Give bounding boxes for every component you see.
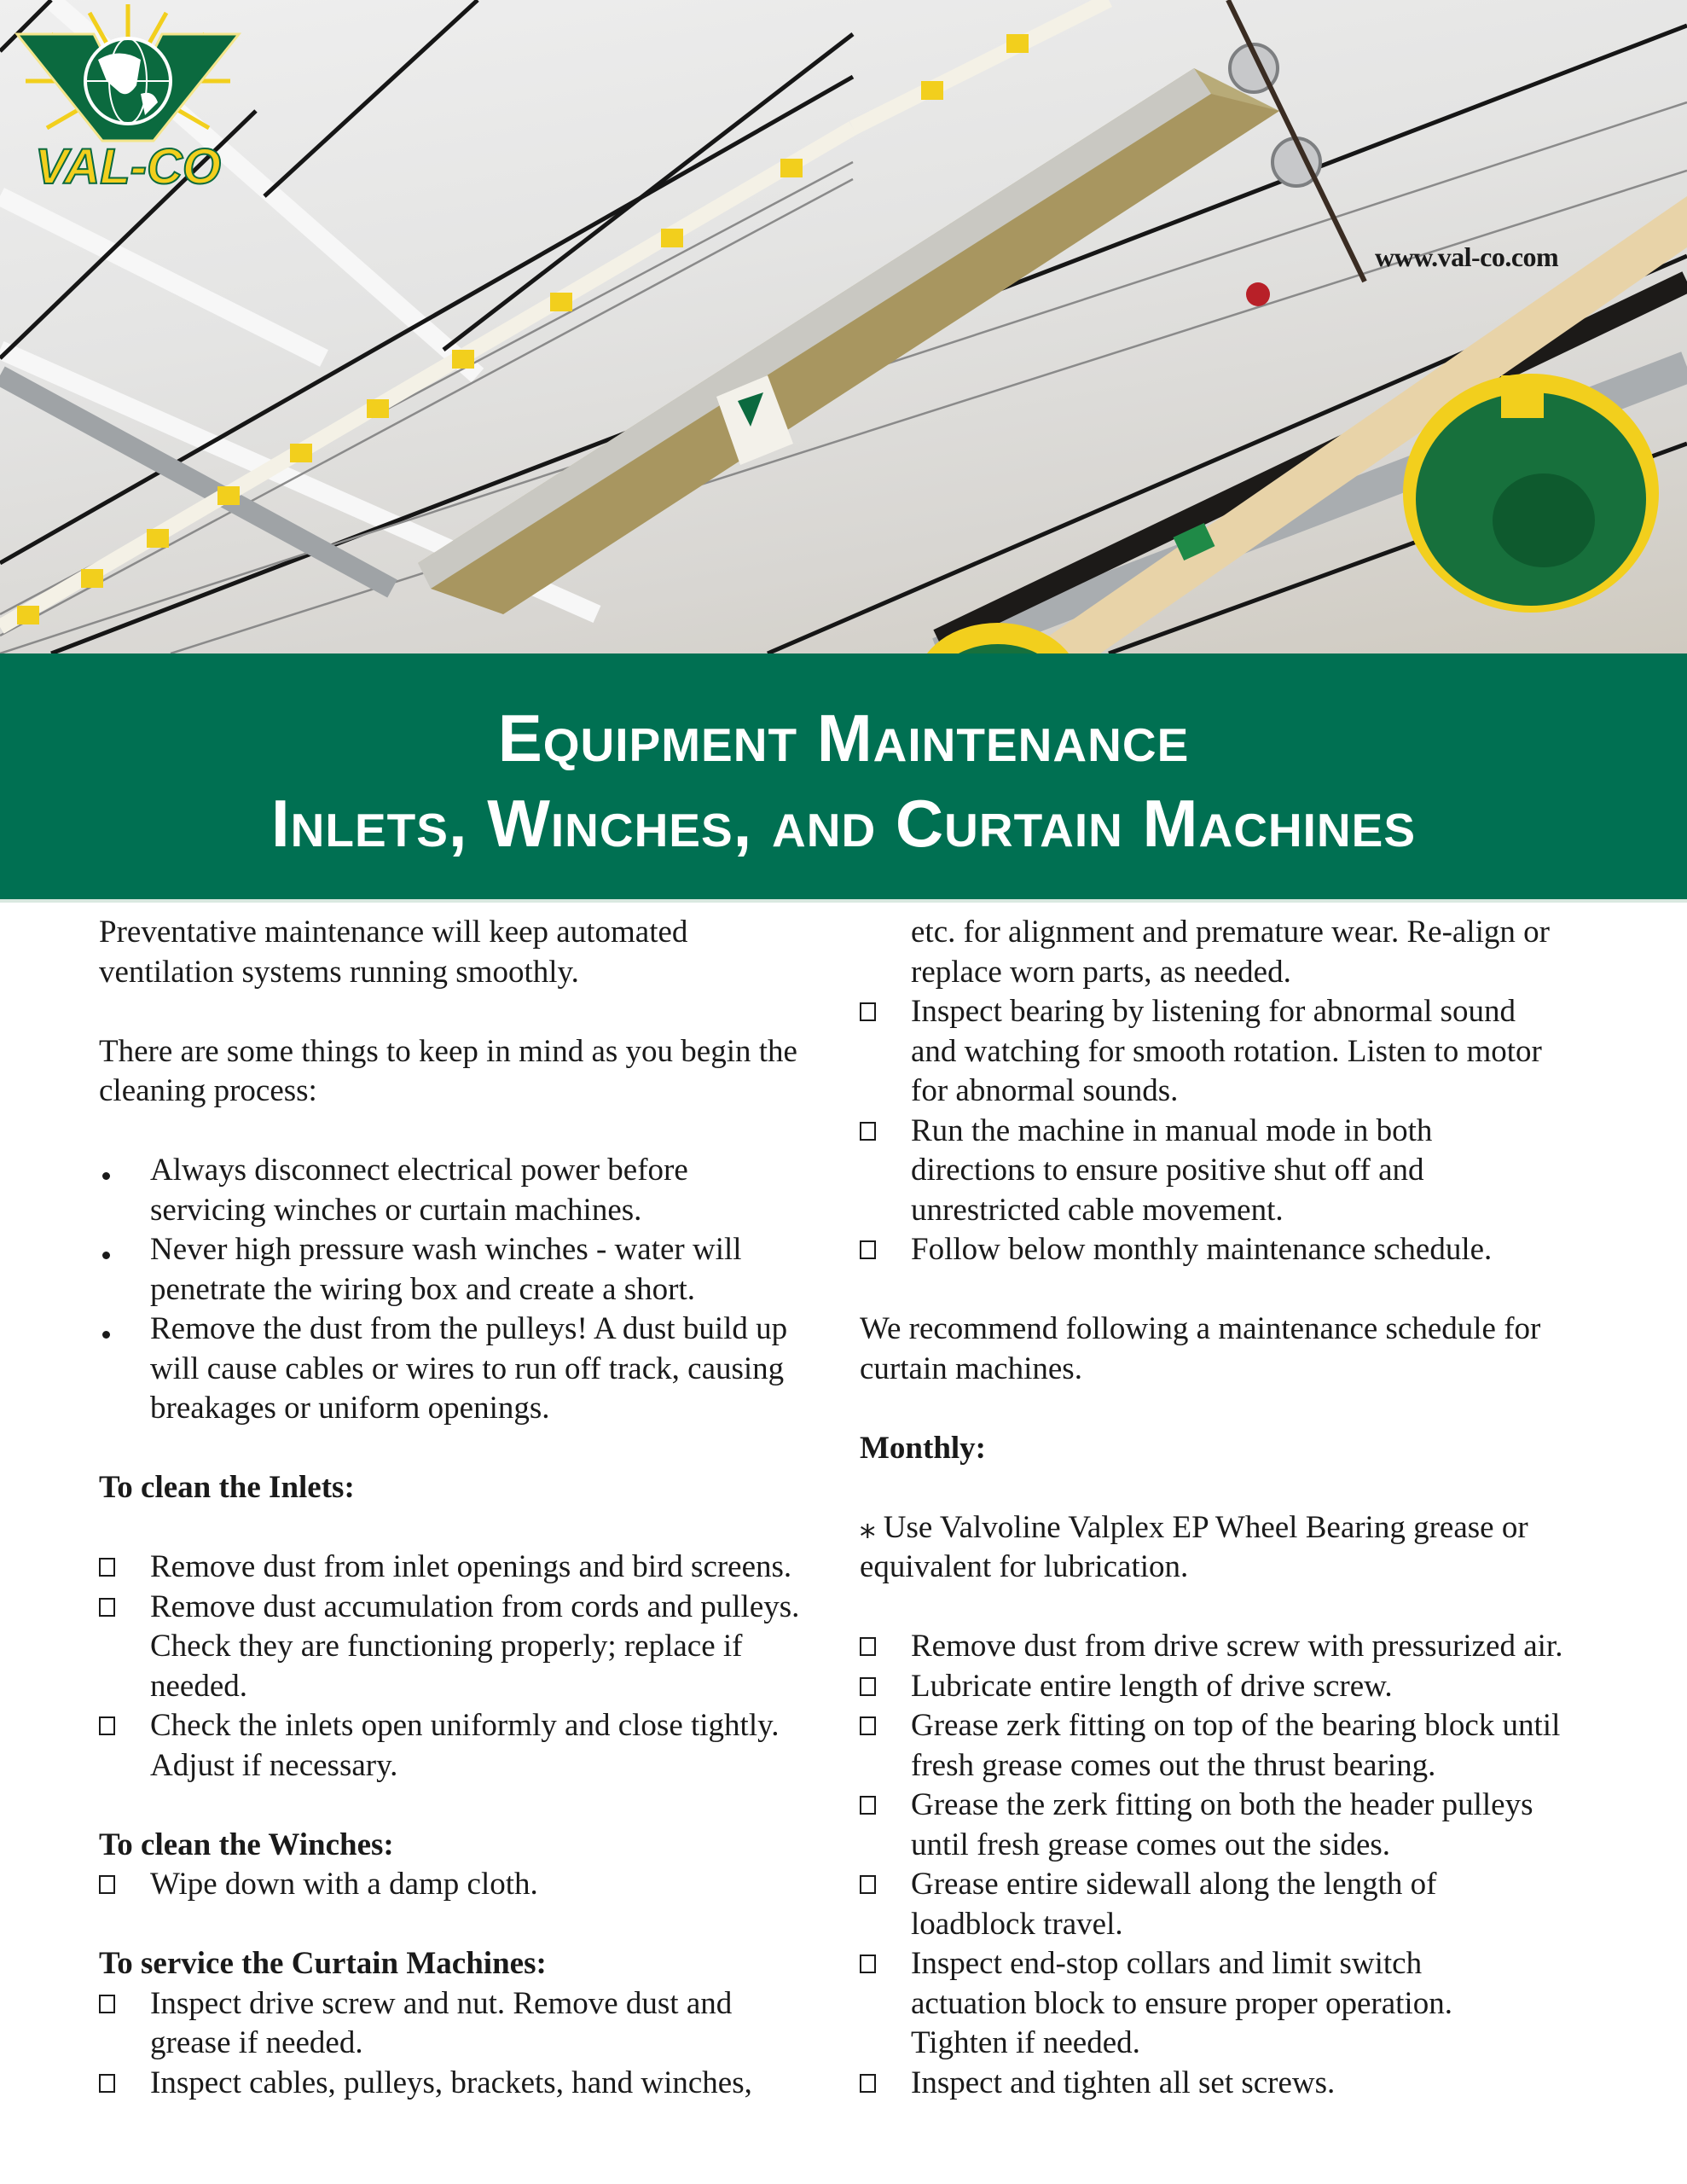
checkbox-icon (99, 1558, 115, 1577)
checkbox-icon (99, 1716, 115, 1735)
checkbox-icon (860, 1716, 876, 1735)
checklist-item[interactable]: Inspect drive screw and nut. Remove dust and grease if needed. (99, 1984, 841, 2064)
bullet-item: Remove the dust from the pulleys! A dust build up will cause cables or wires to run off track, causing breakages or uniform openings. (99, 1310, 841, 1429)
checklist-item[interactable]: Run the machine in manual mode in both directions to ensure positive shut off and unrestricted cable movement. (860, 1112, 1610, 1231)
checklist-item[interactable]: Inspect and tighten all set screws. (860, 2064, 1610, 2104)
checkbox-icon (860, 1677, 876, 1696)
checklist-item[interactable]: Grease zerk fitting on top of the bearing block until fresh grease comes out the thrust bearing. (860, 1706, 1610, 1786)
hero-photo (0, 0, 1687, 653)
checklist-item[interactable]: Inspect end-stop collars and limit switch actuation block to ensure proper operation. Tighten if needed. (860, 1944, 1610, 2064)
page-subtitle: Inlets, Winches, and Curtain Machines (270, 786, 1417, 861)
intro-text: There are some things to keep in mind as you begin the cleaning process: (99, 1033, 797, 1108)
checkbox-icon (99, 2074, 115, 2093)
checkbox-icon (860, 1122, 876, 1141)
checkbox-icon (99, 1995, 115, 2013)
checkbox-icon (860, 1240, 876, 1259)
section-heading-inlets: To clean the Inlets: (99, 1470, 355, 1505)
section-heading-monthly: Monthly: (860, 1430, 986, 1466)
checklist-item[interactable]: Grease entire sidewall along the length of loadblock travel. (860, 1865, 1610, 1944)
right-column (860, 913, 1610, 2103)
checkbox-icon (860, 1796, 876, 1815)
checkbox-icon (860, 1875, 876, 1894)
checklist-item[interactable]: Grease the zerk fitting on both the header pulleys until fresh grease comes out the sides. (860, 1786, 1610, 1865)
checkbox-icon (860, 2074, 876, 2093)
checklist-item[interactable]: Follow below monthly maintenance schedule. (860, 1230, 1610, 1270)
website-url: www.val-co.com (1375, 241, 1559, 272)
bullet-item: Never high pressure wash winches - water will penetrate the wiring box and create a short. (99, 1230, 841, 1310)
checklist-item[interactable]: Lubricate entire length of drive screw. (860, 1667, 1610, 1707)
checkbox-icon (860, 1002, 876, 1021)
checkbox-icon (860, 1955, 876, 1973)
checkbox-icon (99, 1598, 115, 1617)
section-heading-curtain: To service the Curtain Machines: (99, 1946, 547, 1981)
checklist-item[interactable]: Inspect cables, pulleys, brackets, hand winches, (99, 2064, 841, 2104)
checklist-item[interactable]: Inspect bearing by listening for abnormal sound and watching for smooth rotation. Listen to motor for abnormal sounds. (860, 992, 1610, 1112)
left-column (99, 913, 841, 2103)
title-banner (0, 653, 1687, 903)
bullet-icon (102, 1252, 110, 1259)
checklist-item-continuation: etc. for alignment and premature wear. Re-align or replace worn parts, as needed. (911, 915, 1550, 990)
valco-logo (0, 0, 256, 196)
grease-note: ⁎ Use Valvoline Valplex EP Wheel Bearing grease or equivalent for lubrication. (860, 1509, 1528, 1584)
recommend-text: We recommend following a maintenance schedule for curtain machines. (860, 1311, 1541, 1386)
bullet-icon (102, 1331, 110, 1339)
checklist-item[interactable]: Remove dust from drive screw with pressurized air. (860, 1627, 1610, 1667)
page-title: Equipment Maintenance (497, 700, 1190, 775)
checklist-item[interactable]: Remove dust from inlet openings and bird screens. (99, 1548, 841, 1588)
bullet-item: Always disconnect electrical power before servicing winches or curtain machines. (99, 1151, 841, 1230)
checklist-item[interactable]: Wipe down with a damp cloth. (99, 1865, 841, 1905)
intro-text: Preventative maintenance will keep automated ventilation systems running smoothly. (99, 915, 688, 990)
logo-wordmark: VAL-CO (34, 139, 222, 195)
checklist-item[interactable]: Check the inlets open uniformly and close tightly. Adjust if necessary. (99, 1706, 841, 1786)
checklist-item[interactable]: Remove dust accumulation from cords and pulleys. Check they are functioning properly; replace if needed. (99, 1588, 841, 1707)
bullet-icon (102, 1172, 110, 1180)
checkbox-icon (860, 1637, 876, 1656)
checkbox-icon (99, 1875, 115, 1894)
section-heading-winches: To clean the Winches: (99, 1827, 394, 1862)
